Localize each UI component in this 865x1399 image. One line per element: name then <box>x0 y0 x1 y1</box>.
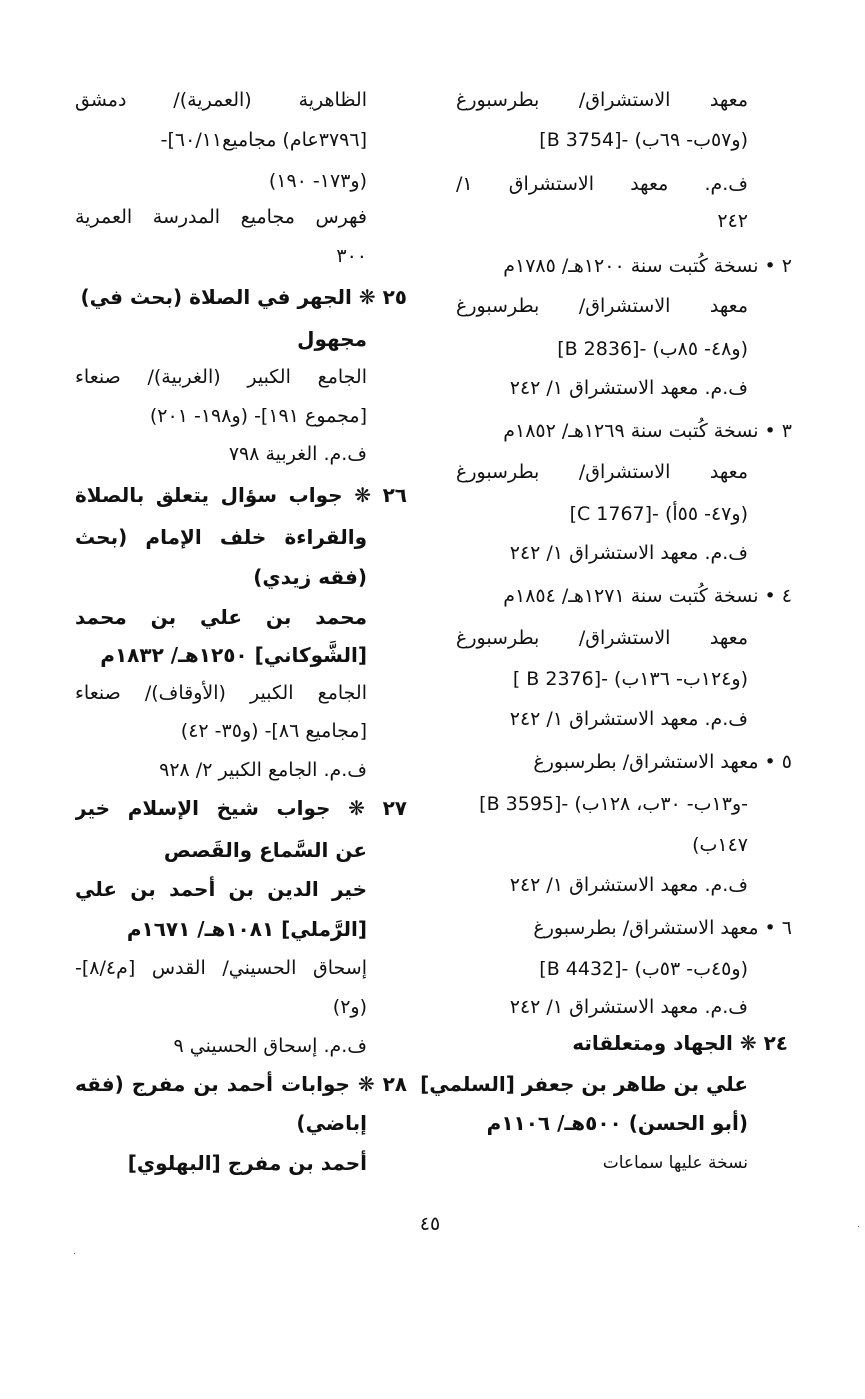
entry-line: [مجاميع ٨٦]- (و٣٥- ٤٢) <box>180 720 367 742</box>
entry-line: (و١٧٣- ١٩٠) <box>268 170 367 192</box>
entry-line: الجامع الكبير (الغربية)/ صنعاء <box>75 366 367 388</box>
entry-line: ٣٠٠ <box>336 245 367 267</box>
entry-heading: ٢٨ ❋ جوابات أحمد بن مفرج (فقه <box>75 1072 407 1096</box>
entry-line: معهد الاستشراق/ بطرسبورغ <box>456 295 748 317</box>
entry-line: الجامع الكبير (الأوقاف)/ صنعاء <box>75 682 367 704</box>
entry-line: ٤ • نسخة كُتبت سنة ١٢٧١هـ/ ١٨٥٤م <box>503 585 792 607</box>
entry-heading: ٢٦ ❋ جواب سؤال يتعلق بالصلاة <box>75 483 407 507</box>
entry-line: [C 1767]- (و٤٧- ٥٥أ) <box>569 503 748 525</box>
entry-line: (و٢) <box>332 996 367 1018</box>
scan-mark <box>858 1226 859 1227</box>
entry-line: ٦ • معهد الاستشراق/ بطرسبورغ <box>533 917 792 939</box>
entry-author: [الشَّوكاني] ١٢٥٠هـ/ ١٨٣٢م <box>100 643 367 667</box>
entry-line: ف.م. معهد الاستشراق ١/ <box>456 173 748 195</box>
entry-line: [ B 2376]- (و١٢٤ب- ١٣٦ب) <box>512 668 748 690</box>
entry-line: ف.م. معهد الاستشراق ١/ ٢٤٢ <box>509 708 748 730</box>
entry-heading: ٢٤ ❋ الجهاد ومتعلقاته <box>572 1031 788 1055</box>
entry-line: ف.م. معهد الاستشراق ١/ ٢٤٢ <box>509 377 748 399</box>
entry-line: [B 3754]- (و٥٧ب- ٦٩ب) <box>539 129 748 151</box>
entry-line: إسحاق الحسيني/ القدس [م٨/٤]- <box>75 957 367 979</box>
entry-line: نسخة عليها سماعات <box>602 1153 748 1173</box>
page-number: ٤٥ <box>419 1213 441 1235</box>
entry-line: معهد الاستشراق/ بطرسبورغ <box>456 89 748 111</box>
entry-line: [B 2836]- (و٤٨- ٨٥ب) <box>557 338 748 360</box>
entry-line: [مجموع ١٩١]- (و١٩٨- ٢٠١) <box>149 405 367 427</box>
entry-line: [٣٧٩٦عام) مجاميع٦٠/١١]- <box>160 129 367 151</box>
entry-line: ١٤٧ب) <box>692 834 748 856</box>
entry-line: ف.م. الغربية ٧٩٨ <box>228 443 367 465</box>
scan-mark <box>74 1253 75 1254</box>
entry-heading: ٢٧ ❋ جواب شيخ الإسلام خير <box>75 796 407 820</box>
entry-line: ٣ • نسخة كُتبت سنة ١٢٦٩هـ/ ١٨٥٢م <box>503 420 792 442</box>
entry-line: ف.م. إسحاق الحسيني ٩ <box>173 1035 367 1057</box>
entry-author: [الرَّملي] ١٠٨١هـ/ ١٦٧١م <box>126 917 367 941</box>
entry-heading: (فقه زيدي) <box>253 565 367 589</box>
entry-line: [B 3595]- (و١٣ب- ٣٠ب، ١٢٨ب- <box>479 793 748 815</box>
entry-line: معهد الاستشراق/ بطرسبورغ <box>456 627 748 649</box>
entry-line: [B 4432]- (و٤٥ب- ٥٣ب) <box>539 958 748 980</box>
entry-author: (أبو الحسن) ٥٠٠هـ/ ١١٠٦م <box>486 1111 748 1135</box>
entry-author: محمد بن علي بن محمد <box>75 605 367 629</box>
entry-line: ف.م. معهد الاستشراق ١/ ٢٤٢ <box>509 996 748 1018</box>
entry-author: خير الدين بن أحمد بن علي <box>75 877 367 901</box>
entry-heading: إباضي) <box>296 1111 367 1135</box>
entry-line: ف.م. معهد الاستشراق ١/ ٢٤٢ <box>509 874 748 896</box>
entry-line: ٥ • معهد الاستشراق/ بطرسبورغ <box>533 751 792 773</box>
entry-line: فهرس مجاميع المدرسة العمرية <box>75 206 367 228</box>
entry-heading: والقراءة خلف الإمام (بحث <box>75 525 367 549</box>
entry-line: ٢٤٢ <box>717 210 748 232</box>
entry-line: ف.م. معهد الاستشراق ١/ ٢٤٢ <box>509 542 748 564</box>
entry-line: ٢ • نسخة كُتبت سنة ١٢٠٠هـ/ ١٧٨٥م <box>503 255 792 277</box>
entry-line: ف.م. الجامع الكبير ٢/ ٩٢٨ <box>159 759 367 781</box>
entry-heading: عن السَّماع والقَصص <box>163 838 367 862</box>
entry-line: الظاهرية (العمرية)/ دمشق <box>75 89 367 111</box>
entry-author: مجهول <box>297 327 367 351</box>
entry-line: معهد الاستشراق/ بطرسبورغ <box>456 461 748 483</box>
entry-author: علي بن طاهر بن جعفر [السلمي] <box>420 1072 748 1096</box>
entry-author: أحمد بن مفرج [البهلوي] <box>127 1151 367 1175</box>
entry-heading: ٢٥ ❋ الجهر في الصلاة (بحث في) <box>80 285 407 309</box>
